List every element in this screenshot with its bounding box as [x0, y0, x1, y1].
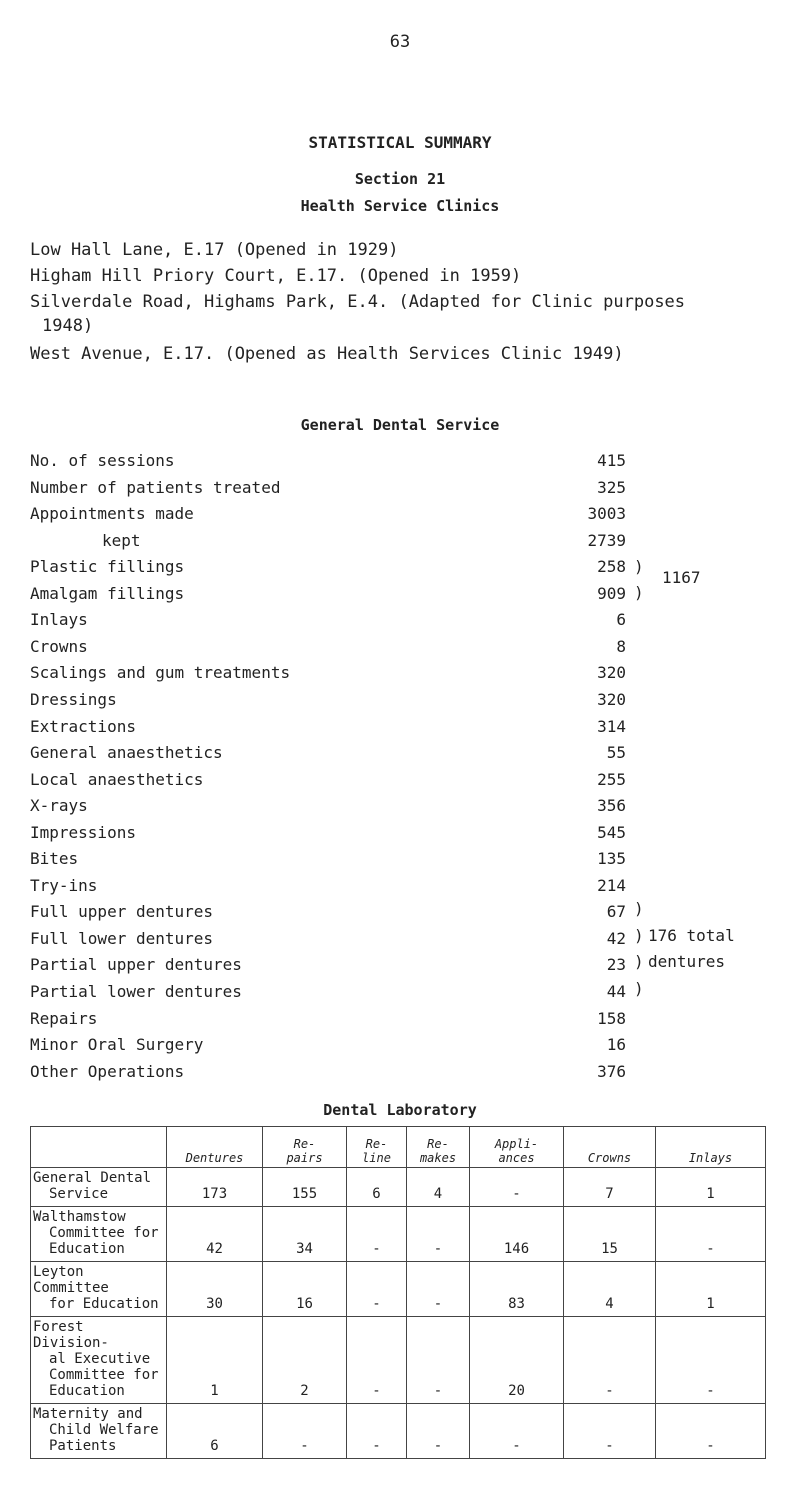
column-header: Inlays: [656, 1127, 766, 1168]
row-label: Repairs: [30, 1009, 98, 1028]
column-header: Appli- ances: [470, 1127, 564, 1168]
table-header-row: [31, 1127, 766, 1168]
row-label: Inlays: [30, 610, 88, 629]
laboratory-table: [30, 1126, 766, 1459]
table-cell: -: [564, 1317, 656, 1404]
row-header-line: General Dental: [33, 1170, 152, 1186]
table-cell: 34: [263, 1207, 347, 1262]
table-cell: 20: [470, 1317, 564, 1404]
table-cell: 30: [167, 1262, 263, 1317]
table-cell: 2: [263, 1317, 347, 1404]
row-header-line: Child Welfare: [49, 1422, 159, 1438]
row-label: Other Operations: [30, 1062, 185, 1081]
row-label: Plastic fillings: [30, 557, 185, 576]
bracket: ): [634, 979, 644, 998]
bracket: ): [634, 926, 644, 945]
table-cell: 83: [470, 1262, 564, 1317]
table-cell: -: [347, 1207, 407, 1262]
column-header: Re- makes: [407, 1127, 470, 1168]
section-subtitle: Health Service Clinics: [300, 197, 500, 215]
row-value: 8: [616, 637, 626, 656]
table-cell: -: [407, 1207, 470, 1262]
row-header: [31, 1207, 167, 1262]
row-value: 909: [597, 584, 626, 603]
laboratory-heading: Dental Laboratory: [323, 1101, 477, 1119]
table-cell: -: [656, 1207, 766, 1262]
row-label: Crowns: [30, 637, 88, 656]
row-label: kept: [102, 531, 141, 550]
page-number: 63: [389, 32, 411, 52]
table-cell: -: [656, 1404, 766, 1459]
row-label: General anaesthetics: [30, 743, 223, 762]
table-cell: -: [407, 1317, 470, 1404]
row-label: Local anaesthetics: [30, 770, 204, 789]
table-cell: -: [347, 1317, 407, 1404]
row-header-line: Service: [49, 1186, 109, 1202]
row-header-line: Walthamstow: [33, 1209, 126, 1225]
row-header-line: Forest Division-: [33, 1319, 109, 1351]
row-value: 67: [606, 902, 626, 921]
row-header-line: Committee for: [49, 1225, 159, 1241]
clinic-line: Low Hall Lane, E.17 (Opened in 1929): [30, 240, 399, 260]
table-cell: -: [263, 1404, 347, 1459]
table-cell: -: [407, 1404, 470, 1459]
row-value: 3003: [587, 504, 626, 523]
row-value: 415: [597, 451, 626, 470]
table-cell: 6: [347, 1168, 407, 1207]
row-value: 158: [597, 1009, 626, 1028]
table-cell: 42: [167, 1207, 263, 1262]
column-header: Dentures: [167, 1127, 263, 1168]
row-value: 214: [597, 876, 626, 895]
row-header-line: Patients: [49, 1438, 117, 1454]
row-header: [31, 1404, 167, 1459]
row-label: Appointments made: [30, 504, 194, 523]
row-value: 314: [597, 717, 626, 736]
table-cell: 4: [564, 1262, 656, 1317]
row-header-line: Education: [49, 1241, 125, 1257]
row-value: 320: [597, 663, 626, 682]
table-cell: -: [470, 1168, 564, 1207]
row-header: [31, 1317, 167, 1404]
table-cell: 173: [167, 1168, 263, 1207]
bracket: ): [634, 899, 644, 918]
row-label: Partial upper dentures: [30, 955, 242, 974]
row-header-line: Leyton Committee: [33, 1264, 109, 1296]
row-label: Full lower dentures: [30, 929, 214, 948]
row-value: 6: [616, 610, 626, 629]
row-value: 325: [597, 478, 626, 497]
row-label: Try-ins: [30, 876, 98, 895]
table-cell: 155: [263, 1168, 347, 1207]
row-header-line: Education: [49, 1383, 125, 1399]
clinic-line: 1948): [42, 316, 94, 336]
table-cell: 4: [407, 1168, 470, 1207]
row-header: [31, 1168, 167, 1207]
row-header-line: Committee for: [49, 1367, 159, 1383]
fillings-total: 1167: [662, 568, 701, 587]
row-value: 23: [606, 955, 626, 974]
clinic-line: Silverdale Road, Highams Park, E.4. (Adapted for Clinic purposes: [30, 292, 686, 312]
row-value: 42: [606, 929, 626, 948]
row-header-line: Maternity and: [33, 1406, 143, 1422]
row-label: Amalgam fillings: [30, 584, 185, 603]
row-value: 258: [597, 557, 626, 576]
row-value: 16: [606, 1035, 626, 1054]
table-row: [31, 1207, 766, 1262]
row-value: 356: [597, 796, 626, 815]
table-row: [31, 1317, 766, 1404]
row-value: 376: [597, 1062, 626, 1081]
row-header-line: for Education: [49, 1296, 159, 1312]
row-label: Minor Oral Surgery: [30, 1035, 204, 1054]
table-cell: -: [347, 1404, 407, 1459]
table-cell: -: [407, 1262, 470, 1317]
row-header: [31, 1262, 167, 1317]
table-cell: -: [470, 1404, 564, 1459]
dentures-total-label: dentures: [648, 952, 726, 971]
row-value: 44: [606, 982, 626, 1001]
column-header: Crowns: [564, 1127, 656, 1168]
section-title: Section 21: [354, 170, 446, 188]
table-cell: -: [347, 1262, 407, 1317]
clinic-line: West Avenue, E.17. (Opened as Health Services Clinic 1949): [30, 344, 624, 364]
page-title: STATISTICAL SUMMARY: [308, 133, 492, 152]
row-header-line: al Executive: [49, 1351, 151, 1367]
dentures-total: 176 total: [648, 926, 735, 945]
row-value: 2739: [587, 531, 626, 550]
row-label: Scalings and gum treatments: [30, 663, 291, 682]
row-value: 320: [597, 690, 626, 709]
row-value: 255: [597, 770, 626, 789]
row-value: 135: [597, 849, 626, 868]
table-cell: 1: [656, 1168, 766, 1207]
table-row: [31, 1262, 766, 1317]
row-label: Full upper dentures: [30, 902, 214, 921]
table-cell: 7: [564, 1168, 656, 1207]
bracket: ): [634, 557, 644, 576]
table-cell: 146: [470, 1207, 564, 1262]
column-header: Re- pairs: [263, 1127, 347, 1168]
table-cell: 1: [167, 1317, 263, 1404]
row-label: Partial lower dentures: [30, 982, 242, 1001]
row-label: Extractions: [30, 717, 136, 736]
bracket: ): [634, 952, 644, 971]
row-label: Bites: [30, 849, 79, 868]
row-value: 545: [597, 823, 626, 842]
bracket: ): [634, 583, 644, 602]
table-cell: 16: [263, 1262, 347, 1317]
table-cell: 15: [564, 1207, 656, 1262]
table-cell: -: [564, 1404, 656, 1459]
row-label: Impressions: [30, 823, 136, 842]
row-label: Dressings: [30, 690, 117, 709]
dental-service-heading: General Dental Service: [300, 416, 500, 434]
row-label: No. of sessions: [30, 451, 175, 470]
table-cell: -: [656, 1317, 766, 1404]
table-row: [31, 1404, 766, 1459]
row-label: X-rays: [30, 796, 88, 815]
header-blank: [31, 1127, 167, 1168]
column-header: Re- line: [347, 1127, 407, 1168]
table-cell: 1: [656, 1262, 766, 1317]
row-value: 55: [606, 743, 626, 762]
clinic-line: Higham Hill Priory Court, E.17. (Opened in 1959): [30, 266, 522, 286]
table-cell: 6: [167, 1404, 263, 1459]
table-row: [31, 1168, 766, 1207]
row-label: Number of patients treated: [30, 478, 281, 497]
